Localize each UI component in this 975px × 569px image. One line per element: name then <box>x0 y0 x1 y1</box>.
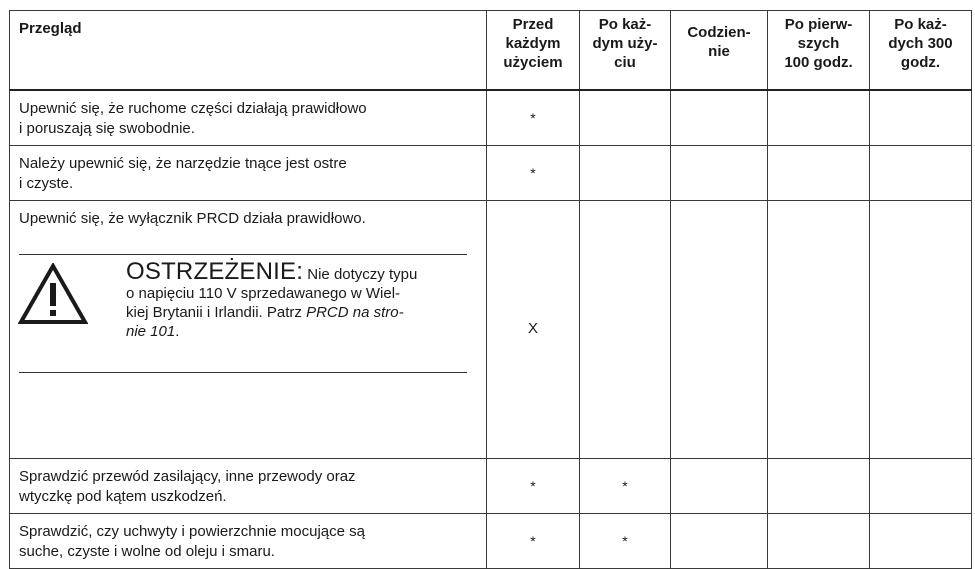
mark-daily <box>671 145 768 200</box>
maintenance-table <box>9 10 972 569</box>
warning-text: OSTRZEŻENIE: Nie dotyczy typu o napięciu 110 V sprzedawanego w Wiel- kiej Brytanii i Irlandii. Patrz PRCD na stro- nie 101. <box>126 257 418 340</box>
table-row <box>10 200 972 458</box>
row-description: Upewnić się, że wyłącznik PRCD działa prawidłowo. OSTRZEŻENIE: Nie dotyczy typu o napięciu 110 V sprzedawanego w Wiel- kiej Brytanii i Irlandii. Patrz PRCD na stro- nie 101. <box>10 200 487 458</box>
prcd-page-reference: PRCD na stro- <box>306 303 404 321</box>
row-description: Sprawdzić przewód zasilający, inne przewody oraz wtyczkę pod kątem uszkodzeń. <box>10 458 487 513</box>
mark-before-each-use: * <box>487 513 580 568</box>
mark-first-100-hours <box>768 458 870 513</box>
table-row <box>10 513 972 568</box>
mark-first-100-hours <box>768 145 870 200</box>
header-every-300-hours: Po każ- dych 300 godz. <box>870 11 972 90</box>
mark-before-each-use: X <box>487 200 580 458</box>
mark-every-300-hours <box>870 90 972 146</box>
warning-first-line: Nie dotyczy typu <box>307 265 418 283</box>
row-description: Sprawdzić, czy uchwyty i powierzchnie mocujące są suche, czyste i wolne od oleju i smaru. <box>10 513 487 568</box>
mark-after-each-use: * <box>580 458 671 513</box>
mark-after-each-use <box>580 200 671 458</box>
mark-after-each-use: * <box>580 513 671 568</box>
header-after-each-use: Po każ- dym uży- ciu <box>580 11 671 90</box>
mark-after-each-use <box>580 90 671 146</box>
mark-daily <box>671 458 768 513</box>
row-description: Upewnić się, że ruchome części działają prawidłowo i poruszają się swobodnie. <box>10 90 487 146</box>
mark-first-100-hours <box>768 90 870 146</box>
mark-every-300-hours <box>870 145 972 200</box>
mark-daily <box>671 513 768 568</box>
mark-after-each-use <box>580 145 671 200</box>
header-first-100-hours: Po pierw- szych 100 godz. <box>768 11 870 90</box>
mark-before-each-use: * <box>487 90 580 146</box>
mark-daily <box>671 200 768 458</box>
mark-every-300-hours <box>870 513 972 568</box>
mark-every-300-hours <box>870 458 972 513</box>
mark-first-100-hours <box>768 200 870 458</box>
header-inspection: Przegląd <box>10 11 487 90</box>
table-row <box>10 458 972 513</box>
header-daily: Codzien- nie <box>671 11 768 90</box>
mark-every-300-hours <box>870 200 972 458</box>
table-header-row <box>10 11 972 90</box>
header-before-each-use: Przed każdym użyciem <box>487 11 580 90</box>
warning-triangle-icon <box>18 263 88 325</box>
table-row <box>10 90 972 146</box>
table-row <box>10 145 972 200</box>
warning-note <box>19 254 467 373</box>
prcd-page-reference-cont: nie 101 <box>126 322 176 340</box>
warning-label: OSTRZEŻENIE: <box>126 257 304 285</box>
row-description: Należy upewnić się, że narzędzie tnące jest ostre i czyste. <box>10 145 487 200</box>
mark-daily <box>671 90 768 146</box>
mark-before-each-use: * <box>487 458 580 513</box>
mark-before-each-use: * <box>487 145 580 200</box>
mark-first-100-hours <box>768 513 870 568</box>
